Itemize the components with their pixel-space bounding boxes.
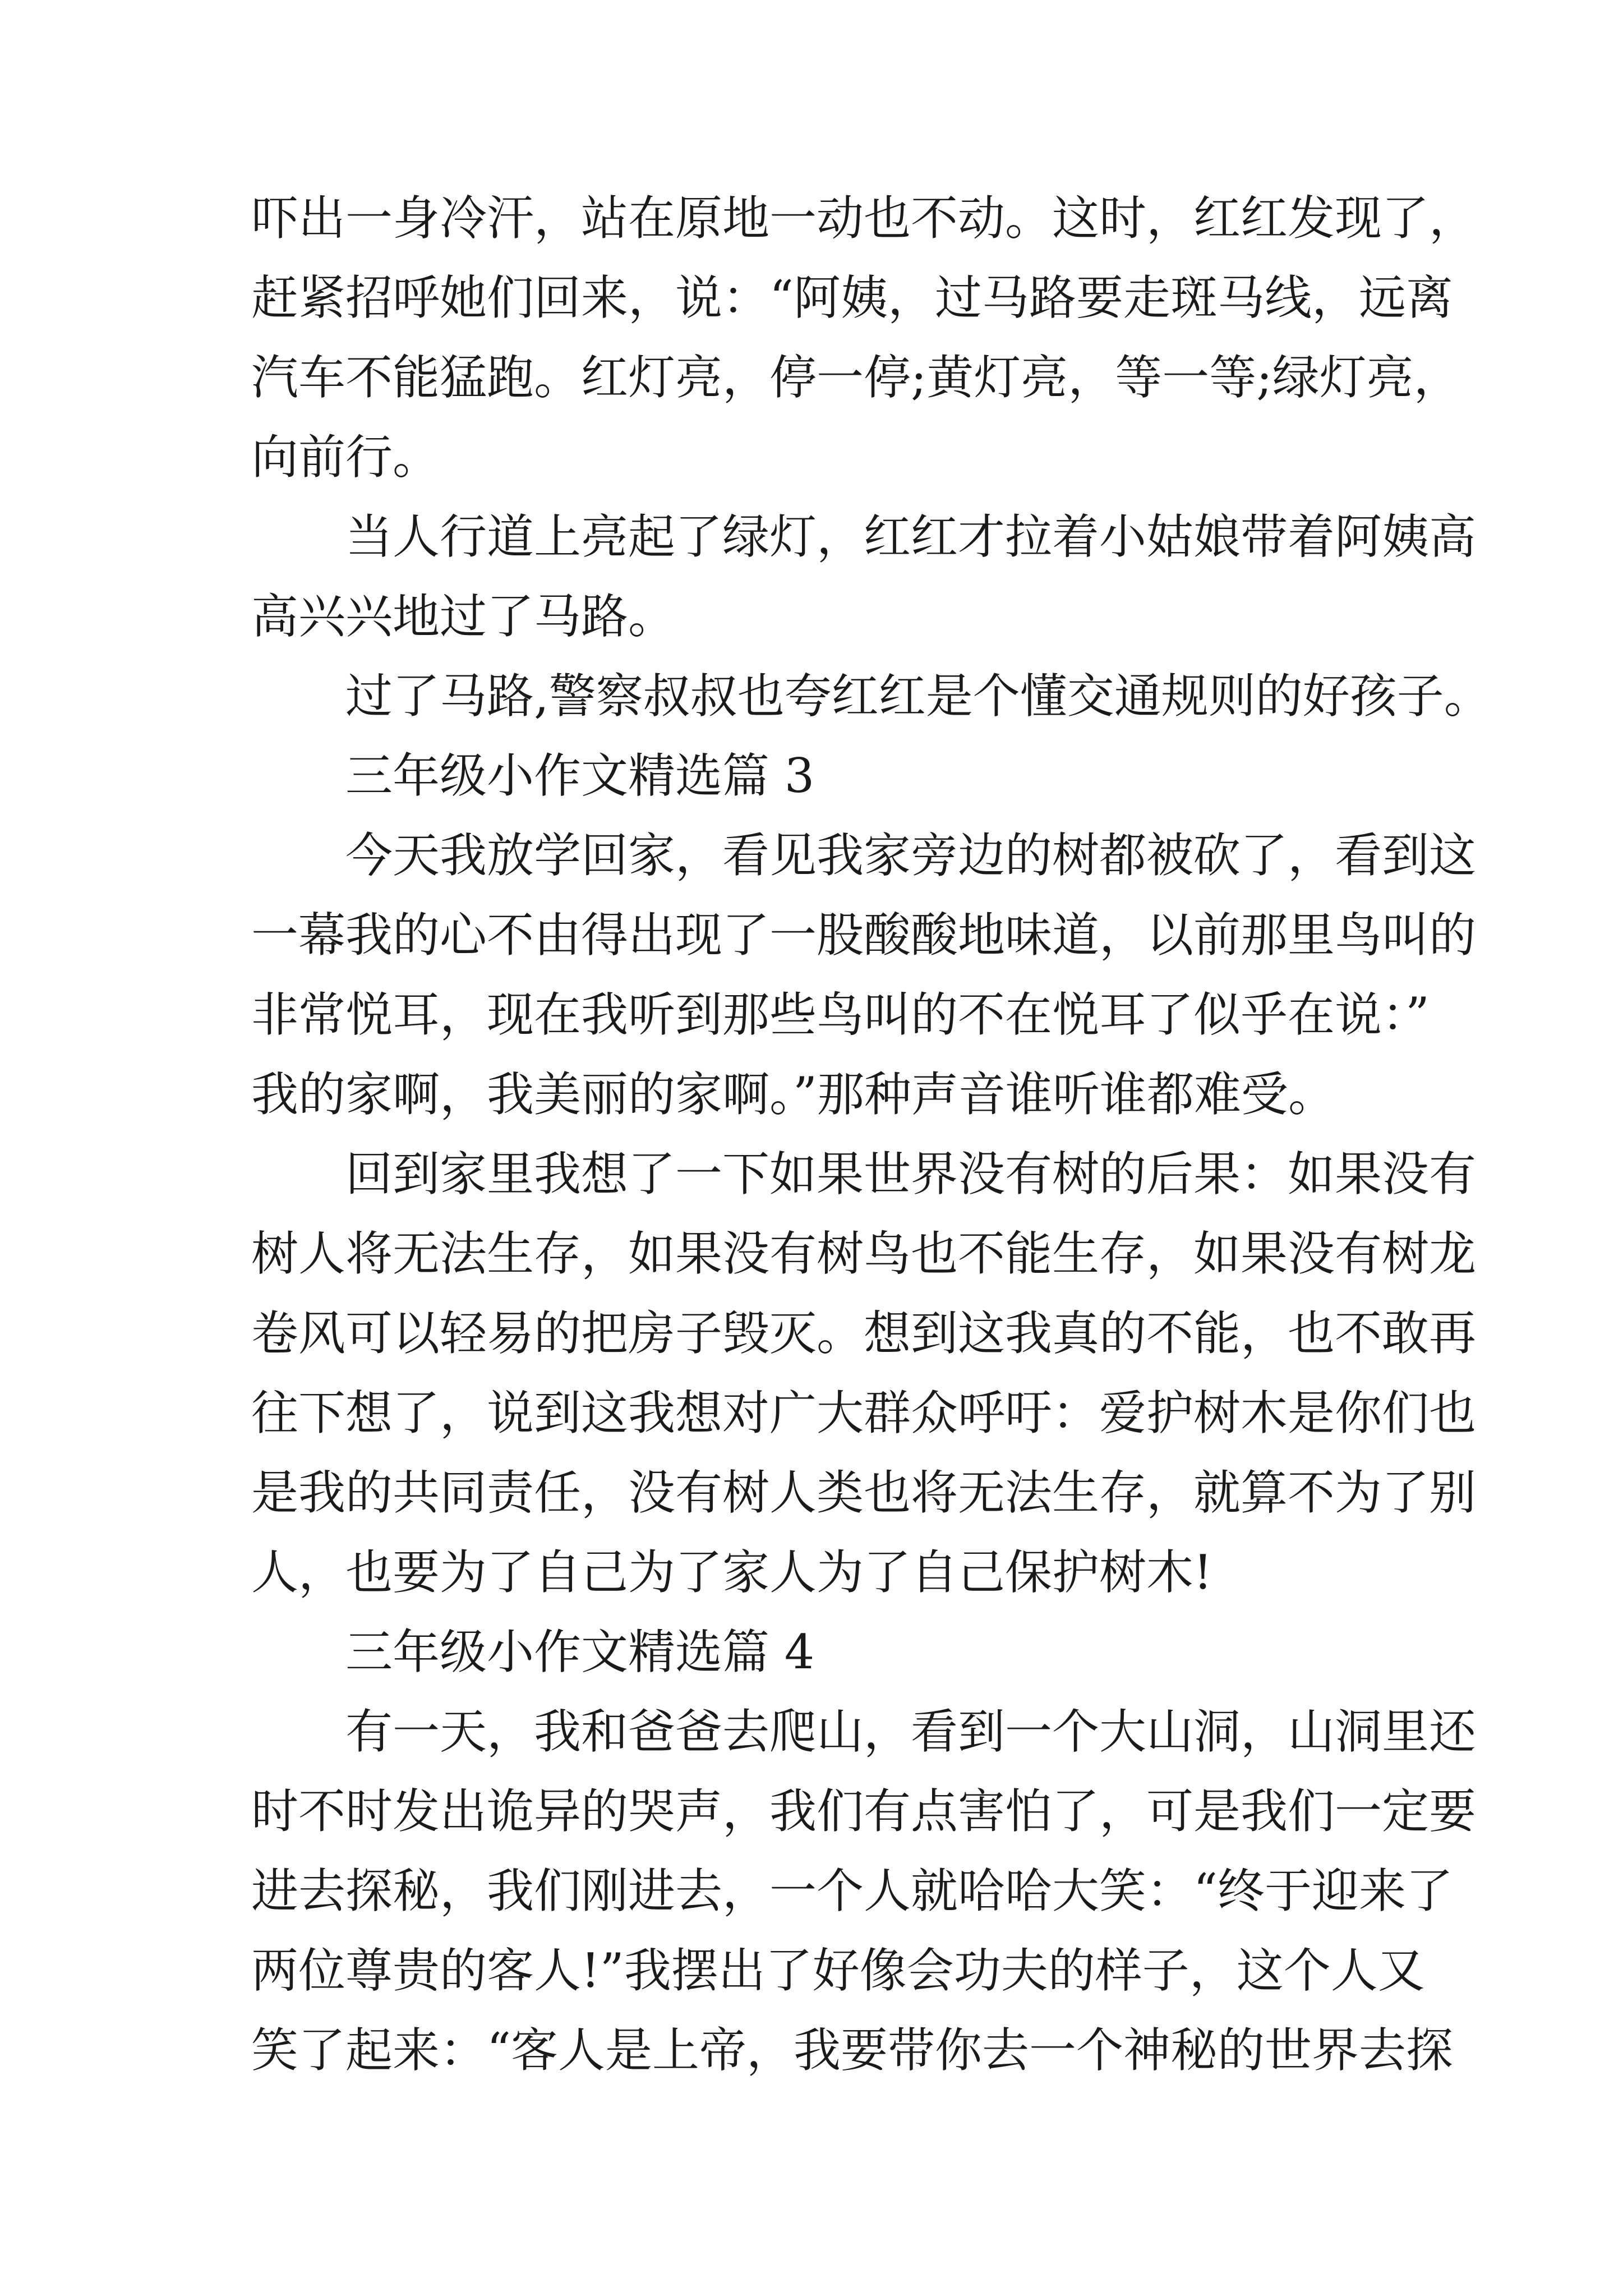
text-line: 回到家里我想了一下如果世界没有树的后果：如果没有 (345, 1147, 1477, 1202)
text-line: 过了马路,警察叔叔也夸红红是个懂交通规则的好孩子。 (345, 669, 1491, 724)
text-line: 汽车不能猛跑。红灯亮，停一停;黄灯亮，等一等;绿灯亮， (251, 350, 1461, 405)
text-line: 进去探秘，我们刚进去，一个人就哈哈大笑：“终于迎来了 (251, 1864, 1453, 1918)
text-line: 我的家啊，我美丽的家啊。”那种声音谁听谁都难受。 (251, 1067, 1335, 1122)
text-line: 时不时发出诡异的哭声，我们有点害怕了，可是我们一定要 (251, 1784, 1477, 1839)
text-line: 往下想了，说到这我想对广大群众呼吁：爱护树木是你们也 (251, 1386, 1477, 1441)
text-line: 高兴兴地过了马路。 (251, 589, 676, 644)
text-line: 吓出一身冷汗，站在原地一动也不动。这时，红红发现了， (251, 191, 1477, 246)
text-line: 赶紧招呼她们回来，说：“阿姨，过马路要走斑马线，远离 (251, 270, 1453, 325)
text-line: 笑了起来：“客人是上帝，我要带你去一个神秘的世界去探 (251, 2023, 1453, 2078)
text-line: 今天我放学回家，看见我家旁边的树都被砍了，看到这 (345, 828, 1477, 883)
body-text (251, 178, 1491, 2090)
text-line: 向前行。 (251, 430, 440, 485)
text-line: 人，也要为了自己为了家人为了自己保护树木! (251, 1545, 1212, 1600)
text-line: 卷风可以轻易的把房子毁灭。想到这我真的不能，也不敢再 (251, 1306, 1477, 1361)
text-line: 非常悦耳，现在我听到那些鸟叫的不在悦耳了似乎在说：” (251, 987, 1430, 1042)
text-line: 树人将无法生存，如果没有树鸟也不能生存，如果没有树龙 (251, 1226, 1477, 1281)
text-line: 当人行道上亮起了绿灯，红红才拉着小姑娘带着阿姨高 (345, 509, 1477, 564)
text-line: 两位尊贵的客人!”我摆出了好像会功夫的样子，这个人又 (251, 1943, 1425, 1998)
text-line: 有一天，我和爸爸去爬山，看到一个大山洞，山洞里还 (345, 1704, 1477, 1759)
section-heading: 三年级小作文精选篇 4 (345, 1625, 815, 1680)
section-heading: 三年级小作文精选篇 3 (345, 748, 815, 803)
text-line: 是我的共同责任，没有树人类也将无法生存，就算不为了别 (251, 1465, 1477, 1520)
text-line: 一幕我的心不由得出现了一股酸酸地味道，以前那里鸟叫的 (251, 908, 1477, 963)
